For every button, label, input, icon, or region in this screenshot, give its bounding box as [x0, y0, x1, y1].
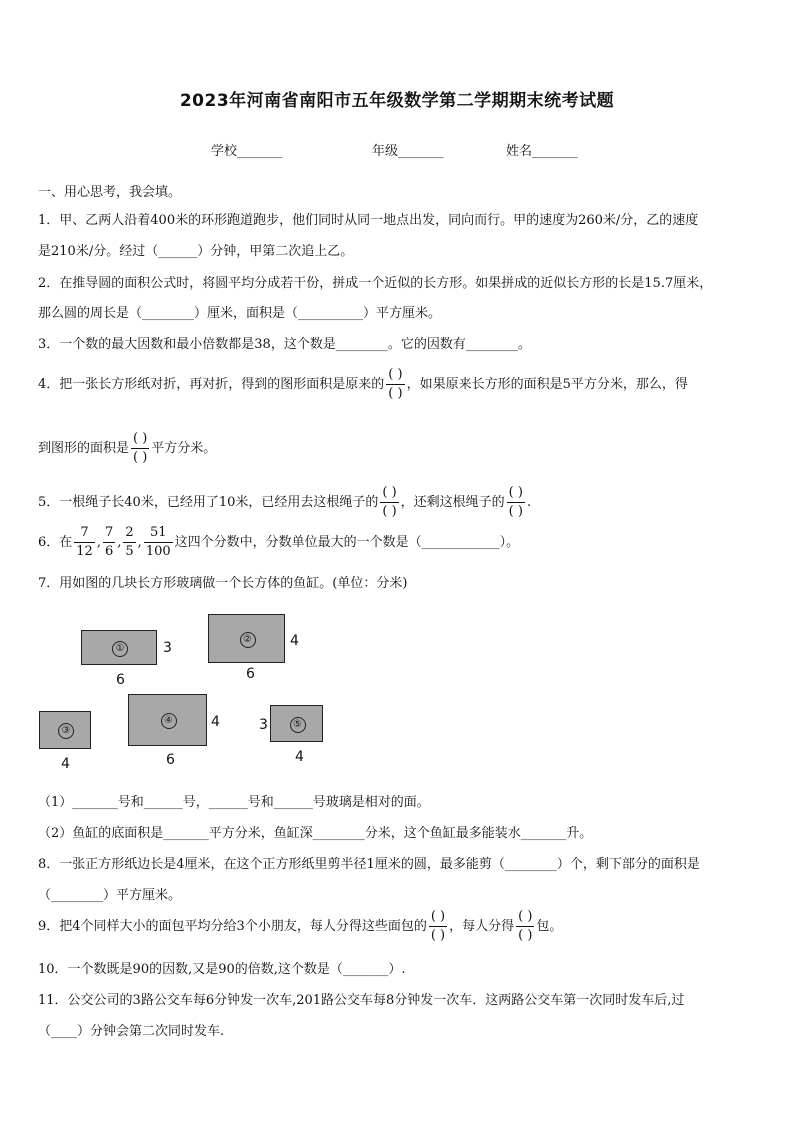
q9-fraction-blank-1[interactable]: $\frac{( )}{( )}$ [430, 909, 446, 943]
q4-text-a: 4．把一张长方形纸对折，再对折，得到的图形面积是原来的 [38, 377, 385, 392]
piece-4-width: 6 [166, 752, 175, 768]
q5-text-b: ，还剩这根绳子的 [400, 495, 505, 510]
q2-line2: 那么圆的周长是（________）厘米，面积是（__________）平方厘米。 [38, 306, 442, 321]
q9-text-b: ，每人分得 [449, 919, 515, 934]
q6-text-a: 6．在 [38, 535, 73, 550]
name-field[interactable]: 姓名_______ [506, 144, 578, 159]
page-title: 2023年河南省南阳市五年级数学第二学期期末统考试题 [179, 91, 615, 111]
q11-line1: 11．公交公司的3路公交车每6分钟发一次车,201路公交车每8分钟发一次车．这两路公交车第一次同时发车后,过 [38, 993, 685, 1008]
piece-label-3: ③ [58, 723, 74, 739]
piece-label-2: ② [240, 632, 256, 648]
piece-2-width: 6 [246, 666, 255, 682]
piece-5-width: 4 [295, 749, 304, 765]
section-heading: 一、用心思考，我会填。 [38, 185, 182, 200]
q1-line1: 1．甲、乙两人沿着400米的环形跑道跑步，他们同时从同一地点出发，同向而行。甲的速度为260米/分，乙的速度 [38, 213, 699, 228]
q4-fraction-blank-1[interactable]: $\frac{( )}{( )}$ [388, 367, 403, 401]
q4-line2 [38, 430, 216, 467]
piece-2-height: 4 [290, 633, 299, 649]
q4-text-b: ，如果原来长方形的面积是5平方分米，那么，得 [406, 377, 688, 392]
piece-5-height: 3 [259, 717, 268, 733]
glass-piece-4 [128, 694, 207, 746]
q4-text-c: 到图形的面积是 [38, 441, 130, 456]
piece-label-5: ⑤ [290, 717, 306, 733]
q9-text-a: 9．把4个同样大小的面包平均分给3个小朋友，每人分得这些面包的 [38, 919, 427, 934]
glass-piece-3 [39, 711, 91, 749]
q6-fraction-3: $\frac{2}{5}$ [125, 525, 134, 559]
q6-fraction-4: $\frac{51}{100}$ [145, 525, 171, 559]
q5-line [38, 484, 531, 521]
q7-line: 7．用如图的几块长方形玻璃做一个长方体的鱼缸。(单位：分米) [38, 576, 408, 591]
q4-fraction-blank-2[interactable]: $\frac{( )}{( )}$ [133, 431, 148, 465]
piece-1-width: 6 [116, 672, 125, 688]
q8-line2: （________）平方厘米。 [38, 888, 182, 903]
q5-text-c: . [526, 495, 532, 510]
q9-fraction-blank-2[interactable]: $\frac{( )}{( )}$ [518, 909, 533, 943]
q6-line: 6．在 $\frac{7}{12}$ , $\frac{7}{6}$ , $\frac{2}{5}$ , $\frac{51}{100}$ 这四个分数中，分数单位最大的一个数是（____________）。 [38, 525, 520, 559]
q9-text-c: 包。 [536, 919, 563, 934]
glass-piece-1 [81, 630, 157, 665]
q9-line [38, 908, 562, 945]
piece-label-1: ① [112, 641, 128, 657]
q7-sub2: （2）鱼缸的底面积是_______平方分米，鱼缸深________分米，这个鱼缸最多能装水_______升。 [38, 826, 593, 841]
q6-fraction-2: $\frac{7}{6}$ [104, 525, 114, 559]
q5-fraction-blank-2[interactable]: $\frac{( )}{( )}$ [508, 485, 523, 519]
q6-fraction-1: $\frac{7}{12}$ [76, 525, 93, 559]
q10-line: 10．一个数既是90的因数,又是90的倍数,这个数是（_______）. [38, 962, 406, 977]
glass-piece-5 [270, 705, 323, 742]
q7-sub1: （1）_______号和______号，______号和______号玻璃是相对的面。 [38, 795, 430, 810]
q6-text-b: 这四个分数中，分数单位最大的一个数是（____________）。 [174, 535, 520, 550]
q8-line1: 8．一张正方形纸边长是4厘米，在这个正方形纸里剪半径1厘米的圆，最多能剪（________）个，剩下部分的面积是 [38, 857, 700, 872]
piece-label-4: ④ [161, 713, 177, 729]
q3-line: 3．一个数的最大因数和最小倍数都是38，这个数是________。它的因数有________。 [38, 337, 531, 352]
piece-3-width: 4 [61, 756, 70, 772]
piece-1-height: 3 [163, 640, 172, 656]
grade-field[interactable]: 年级_______ [372, 144, 444, 159]
q1-line2: 是210米/分。经过（______）分钟，甲第二次追上乙。 [38, 244, 354, 259]
q11-line2: （____）分钟会第二次同时发车. [38, 1024, 225, 1039]
school-field[interactable]: 学校_______ [211, 144, 283, 159]
q4-text-d: 平方分米。 [151, 441, 217, 456]
q5-text-a: 5．一根绳子长40米，已经用了10米，已经用去这根绳子的 [38, 495, 379, 510]
glass-piece-2 [208, 614, 285, 663]
q2-line1: 2．在推导圆的面积公式时，将圆平均分成若干份，拼成一个近似的长方形。如果拼成的近似长方形的长是15.7厘米， [38, 276, 713, 291]
q5-fraction-blank-1[interactable]: $\frac{( )}{( )}$ [382, 485, 397, 519]
piece-4-height: 4 [211, 714, 220, 730]
q4-line1 [38, 366, 688, 403]
